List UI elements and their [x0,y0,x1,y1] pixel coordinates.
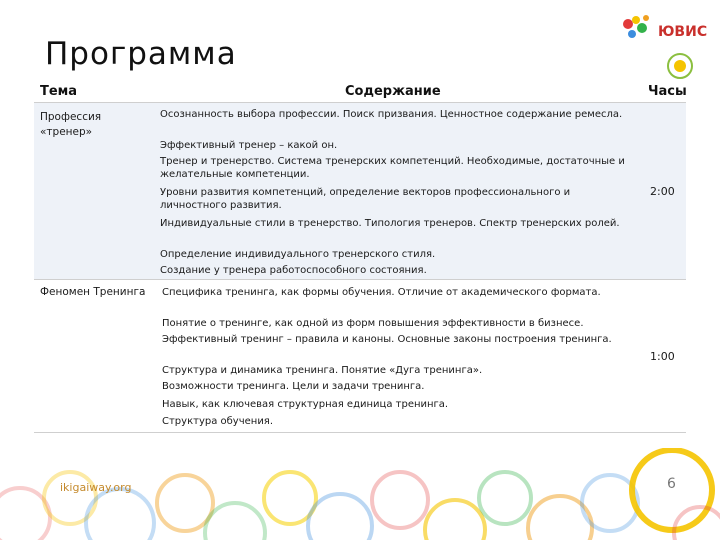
row-divider [34,279,686,280]
list-item: Навык, как ключевая структурная единица тренинга. [162,399,449,410]
header-topic: Тема [40,84,78,99]
header-hours: Часы [648,84,687,99]
page-number: 6 [667,476,676,492]
list-item: Эффективный тренинг – правила и каноны. Основные законы построения тренинга. [162,334,612,345]
list-item: Структура и динамика тренинга. Понятие «Дуга тренинга». [162,365,483,376]
header-content: Содержание [345,84,441,99]
table-bottom-divider [34,432,686,433]
list-item: Понятие о тренинге, как одной из форм повышения эффективности в бизнесе. [162,318,584,329]
list-item: Возможности тренинга. Цели и задачи тренинга. [162,381,425,392]
slide-title: Программа [45,36,237,72]
svg-text:ЮВИС: ЮВИС [658,24,708,40]
row-hours: 1:00 [650,350,675,363]
list-item: Тренер и тренерство. Система тренерских компетенций. Необходимые, достаточные и желательные компетенции. [160,156,625,180]
decorative-rings [0,448,720,540]
row-topic: Профессия «тренер» [40,111,102,138]
list-item: Создание у тренера работоспособного состояния. [160,265,427,276]
emblem-icon [666,52,694,80]
yuvis-logo [618,12,708,46]
row-topic: Феномен Тренинга [40,286,146,298]
list-item: Индивидуальные стили в тренерство. Типология тренеров. Спектр тренерских ролей. [160,218,620,229]
row-hours: 2:00 [650,185,675,198]
list-item: Эффективный тренер – какой он. [160,140,338,151]
list-item: Структура обучения. [162,416,274,427]
list-item: Определение индивидуального тренерского стиля. [160,249,436,260]
list-item: Специфика тренинга, как формы обучения. Отличие от академического формата. [162,287,601,298]
footer-link[interactable]: ikigaiway.org [60,481,132,494]
list-item: Осознанность выбора профессии. Поиск призвания. Ценностное содержание ремесла. [160,109,623,120]
list-item: Уровни развития компетенций, определение векторов профессионального и личностного развития. [160,187,571,211]
